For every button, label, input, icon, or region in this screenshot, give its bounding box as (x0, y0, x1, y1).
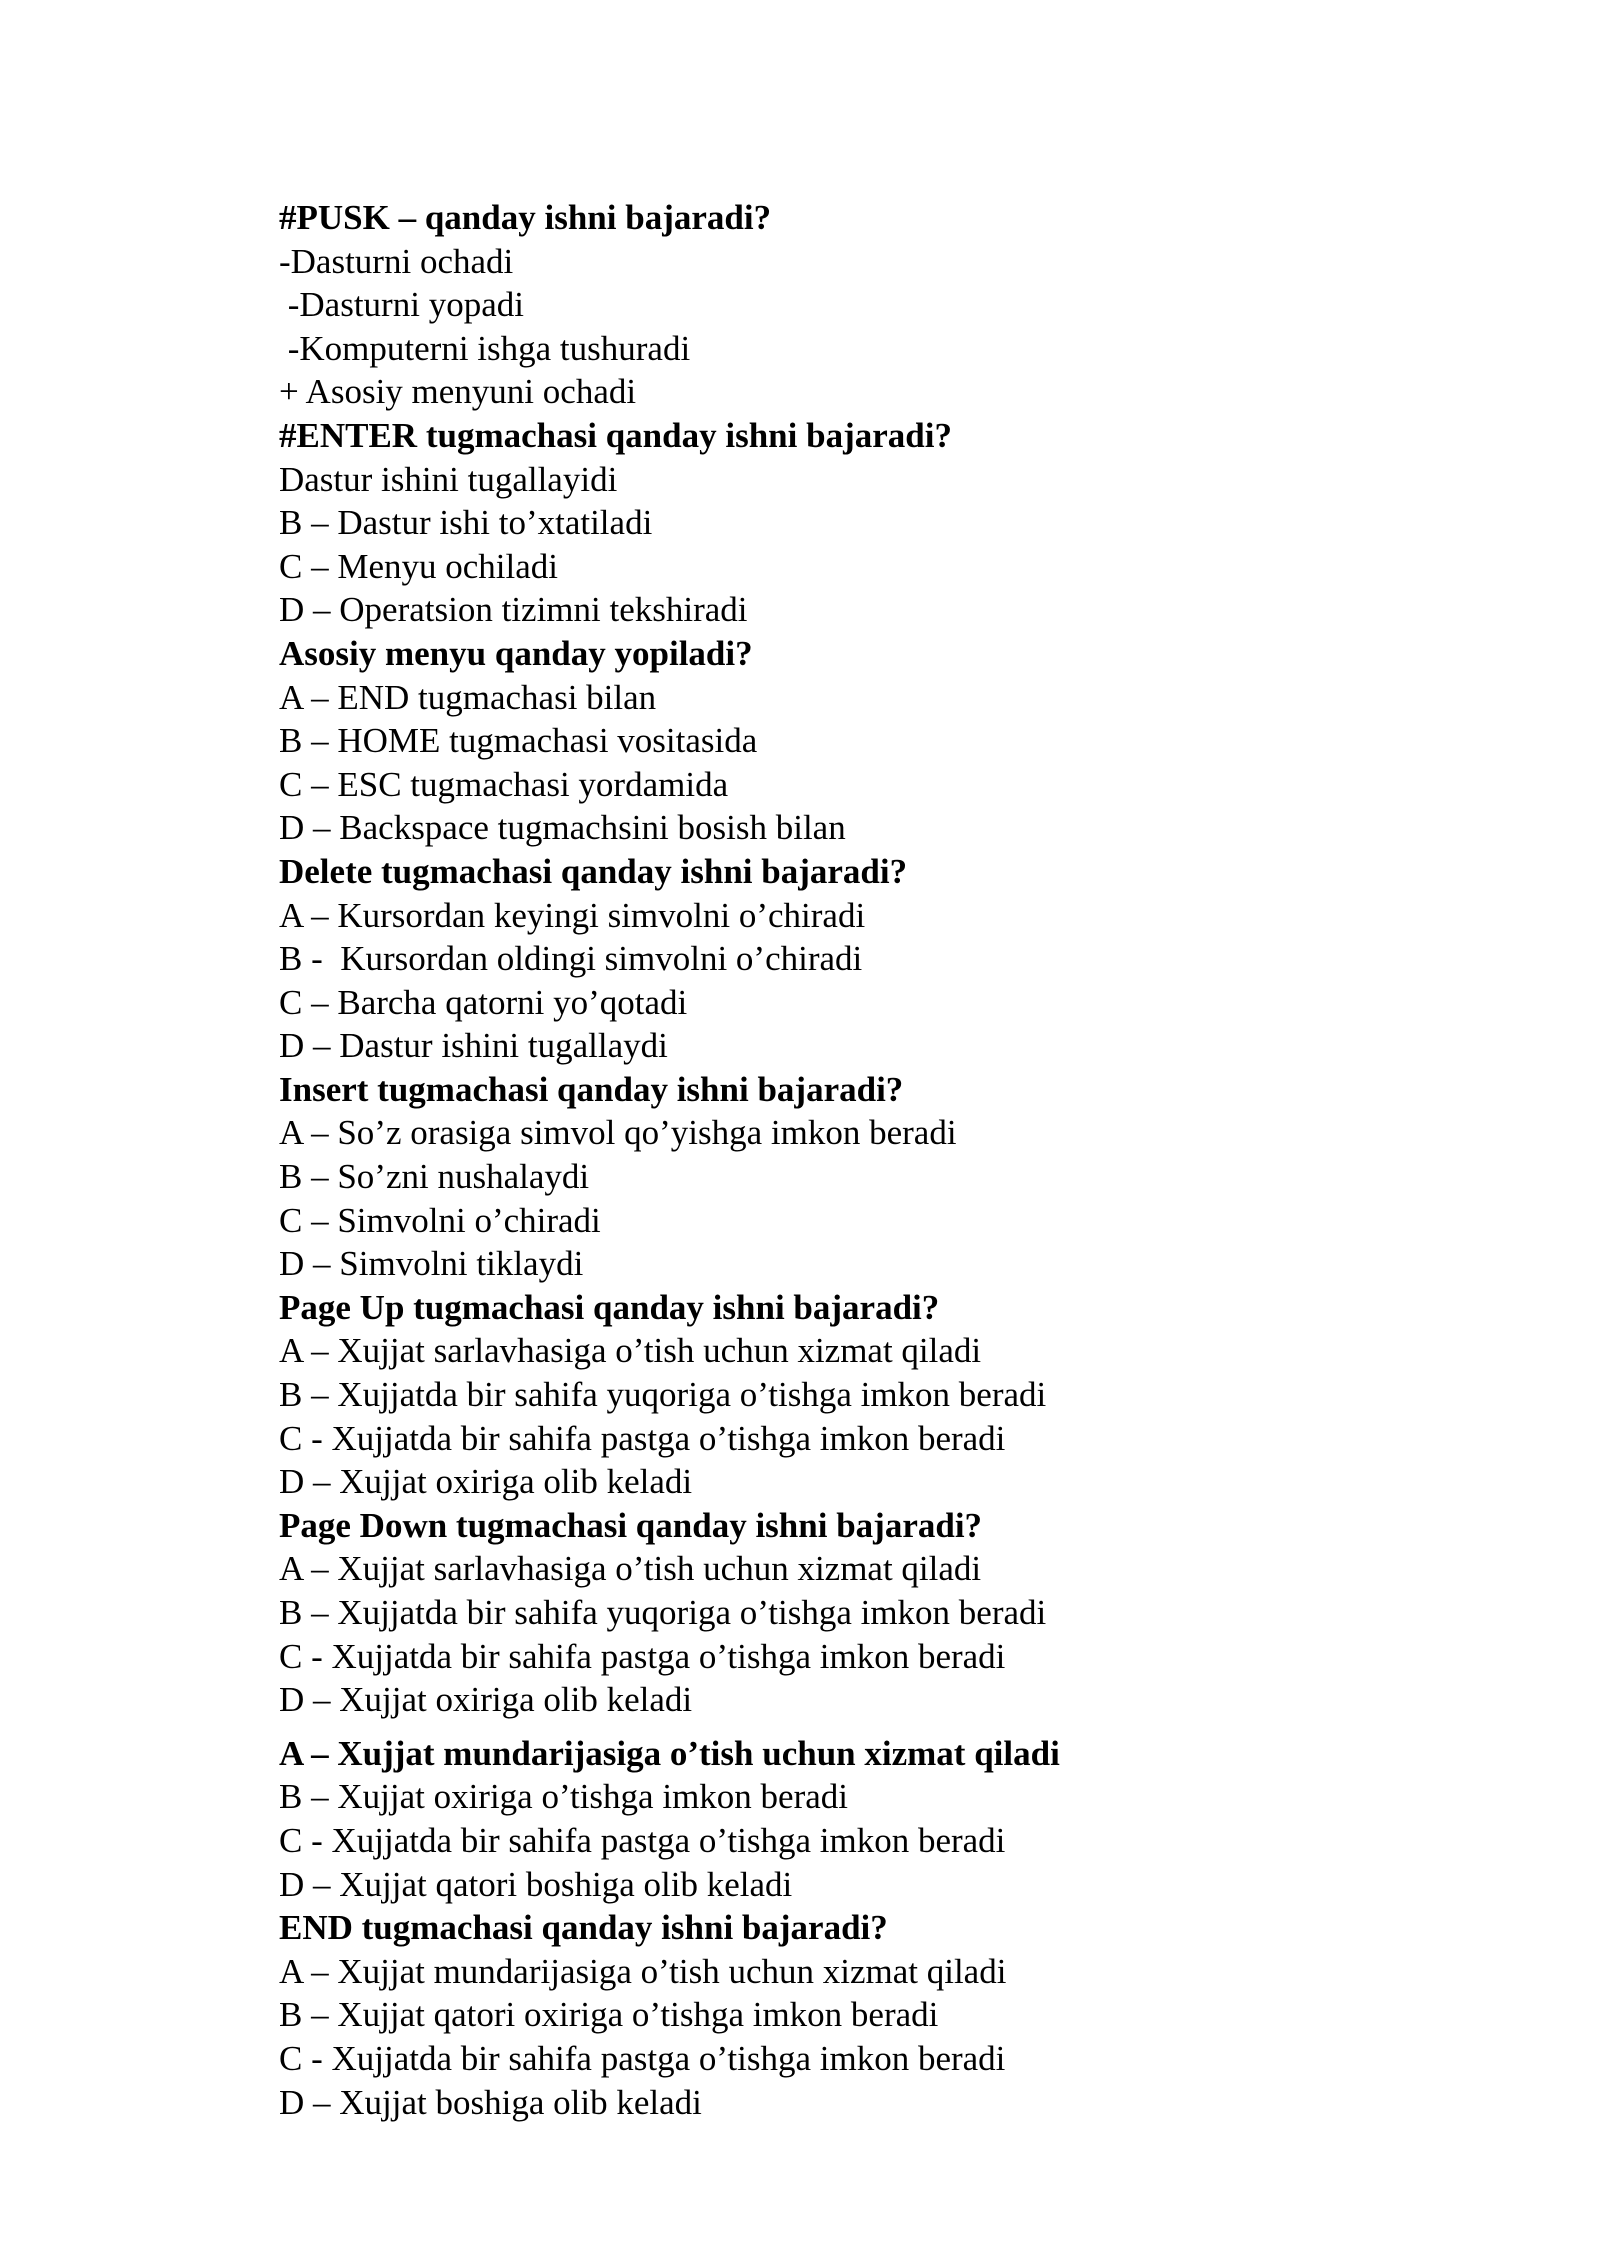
answer-line: C - Xujjatda bir sahifa pastga o’tishga imkon beradi (279, 1418, 1006, 1458)
answer-line: A – END tugmachasi bilan (279, 677, 657, 717)
answer-line: D – Dastur ishini tugallaydi (279, 1026, 668, 1066)
answer-line: B – HOME tugmachasi vositasida (279, 721, 758, 761)
question-line: Page Up tugmachasi qanday ishni bajaradi? (279, 1287, 940, 1327)
answer-line: D – Simvolni tiklaydi (279, 1244, 584, 1284)
answer-line: C – Simvolni o’chiradi (279, 1200, 601, 1240)
answer-line: -Dasturni ochadi (279, 241, 514, 281)
answer-line: D – Operatsion tizimni tekshiradi (279, 590, 748, 630)
question-line: A – Xujjat mundarijasiga o’tish uchun xizmat qiladi (279, 1733, 1060, 1773)
answer-line: C - Xujjatda bir sahifa pastga o’tishga imkon beradi (279, 1636, 1006, 1676)
answer-line: C - Xujjatda bir sahifa pastga o’tishga imkon beradi (279, 1820, 1006, 1860)
answer-line: D – Xujjat oxiriga olib keladi (279, 1462, 693, 1502)
answer-line: -Dasturni yopadi (279, 285, 524, 325)
answer-line: C – Barcha qatorni yo’qotadi (279, 982, 688, 1022)
answer-line: B – Dastur ishi to’xtatiladi (279, 503, 653, 543)
answer-line: D – Backspace tugmachsini bosish bilan (279, 808, 846, 848)
answer-line: D – Xujjat oxiriga olib keladi (279, 1680, 693, 1720)
answer-line: C - Xujjatda bir sahifa pastga o’tishga imkon beradi (279, 2038, 1006, 2078)
question-line: Insert tugmachasi qanday ishni bajaradi? (279, 1069, 904, 1109)
answer-line: B – Xujjatda bir sahifa yuqoriga o’tishga imkon beradi (279, 1593, 1047, 1632)
answer-line: B - Kursordan oldingi simvolni o’chiradi (279, 939, 863, 979)
answer-line: Dastur ishini tugallayidi (279, 459, 618, 499)
answer-line: C – Menyu ochiladi (279, 546, 558, 586)
question-line: Page Down tugmachasi qanday ishni bajaradi? (279, 1505, 983, 1545)
answer-line: B – Xujjat qatori oxiriga o’tishga imkon beradi (279, 1995, 939, 2035)
question-line: Asosiy menyu qanday yopiladi? (279, 633, 753, 673)
answer-line: + Asosiy menyuni ochadi (279, 372, 637, 412)
answer-line: D – Xujjat boshiga olib keladi (279, 2082, 702, 2122)
question-line: Delete tugmachasi qanday ishni bajaradi? (279, 851, 908, 891)
answer-line: B – Xujjatda bir sahifa yuqoriga o’tishga imkon beradi (279, 1375, 1047, 1415)
answer-line: B – So’zni nushalaydi (279, 1157, 590, 1197)
answer-line: A – Xujjat mundarijasiga o’tish uchun xizmat qiladi (279, 1951, 1007, 1991)
answer-line: A – Xujjat sarlavhasiga o’tish uchun xizmat qiladi (279, 1331, 982, 1371)
answer-line: A – Kursordan keyingi simvolni o’chiradi (279, 895, 866, 935)
question-line: END tugmachasi qanday ishni bajaradi? (279, 1908, 888, 1948)
answer-line: C – ESC tugmachasi yordamida (279, 764, 729, 804)
answer-line: B – Xujjat oxiriga o’tishga imkon beradi (279, 1777, 848, 1817)
answer-line: D – Xujjat qatori boshiga olib keladi (279, 1864, 793, 1904)
question-line: #PUSK – qanday ishni bajaradi? (279, 198, 772, 237)
document-body (279, 196, 1479, 2124)
answer-line: A – Xujjat sarlavhasiga o’tish uchun xizmat qiladi (279, 1549, 982, 1589)
question-line: #ENTER tugmachasi qanday ishni bajaradi? (279, 415, 952, 455)
answer-line: A – So’z orasiga simvol qo’yishga imkon beradi (279, 1113, 957, 1153)
answer-line: -Komputerni ishga tushuradi (279, 328, 691, 368)
